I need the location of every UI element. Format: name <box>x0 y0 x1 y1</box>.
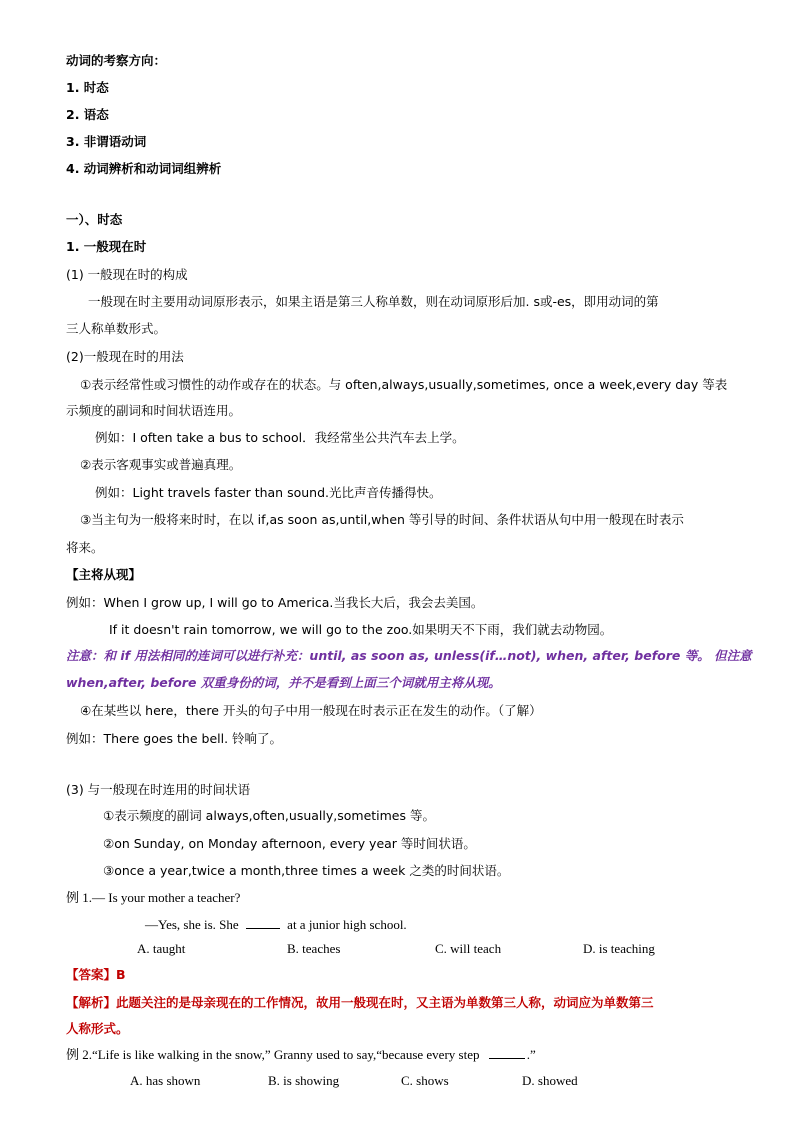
question-line: 例 1.— Is your mother a teacher? <box>66 890 241 905</box>
usage-item: 示频度的副词和时间状语连用。 <box>66 403 242 418</box>
option-a: A. taught <box>137 941 186 956</box>
outline-item: 2. 语态 <box>66 107 109 122</box>
question-text: .” <box>526 1047 536 1062</box>
option-a: A. has shown <box>130 1073 201 1088</box>
paragraph-line: 三人称单数形式。 <box>66 321 167 336</box>
usage-item: ④在某些以 here，there 开头的句子中用一般现在时表示正在发生的动作。（了解） <box>80 703 542 718</box>
time-adverbial-item: ②on Sunday, on Monday afternoon, every year 等时间状语。 <box>103 836 476 851</box>
example-sentence: 例如：There goes the bell. 铃响了。 <box>66 731 283 746</box>
question-text: at a junior high school. <box>287 917 407 932</box>
usage-item: ①表示经常性或习惯性的动作或存在的状态。与 often,always,usually,sometimes, once a week,every day 等表 <box>80 377 728 392</box>
example-sentence: 例如：When I grow up, I will go to America.当我长大后，我会去美国。 <box>66 595 484 610</box>
usage-item: ③当主句为一般将来时时，在以 if,as soon as,until,when 等引导的时间、条件状语从句中用一般现在时表示 <box>80 512 684 527</box>
note-line: when,after, before 双重身份的词，并不是看到上面三个词就用主将从现。 <box>66 675 501 690</box>
note-line: 注意：和 if 用法相同的连词可以进行补充：until, as soon as, unless(if…not), when, after, before 等。 但注意 <box>66 648 752 663</box>
option-c: C. will teach <box>435 941 502 956</box>
option-d: D. is teaching <box>583 941 655 956</box>
question-line <box>66 1046 536 1064</box>
example-sentence: 例如：Light travels faster than sound.光比声音传播得快。 <box>95 485 442 500</box>
point-heading: (2)一般现在时的用法 <box>66 349 184 364</box>
time-adverbial-item: ③once a year,twice a month,three times a week 之类的时间状语。 <box>103 863 510 878</box>
outline-item: 1. 时态 <box>66 80 109 95</box>
section-title: 一）、时态 <box>66 212 123 227</box>
answer-blank <box>489 1046 525 1059</box>
example-sentence: If it doesn't rain tomorrow, we will go to the zoo.如果明天不下雨，我们就去动物园。 <box>109 622 613 637</box>
option-c: C. shows <box>401 1073 449 1088</box>
question-text: 例 2.“Life is like walking in the snow,” Granny used to say,“because every step <box>66 1047 480 1062</box>
question-text: —Yes, she is. She <box>145 917 239 932</box>
analysis-line: 【解析】此题关注的是母亲现在的工作情况，故用一般现在时，又主语为单数第三人称，动词应为单数第三 <box>66 995 654 1010</box>
paragraph-line: 一般现在时主要用动词原形表示，如果主语是第三人称单数，则在动词原形后加. s或-es，即用动词的第 <box>88 294 659 309</box>
option-d: D. showed <box>522 1073 578 1088</box>
answer-blank <box>246 916 280 929</box>
outline-heading: 动词的考察方向： <box>66 53 167 68</box>
usage-item: ②表示客观事实或普遍真理。 <box>80 457 242 472</box>
example-sentence: 例如：I often take a bus to school．我经常坐公共汽车去上学。 <box>95 430 465 445</box>
answer-label: 【答案】B <box>66 967 126 982</box>
rule-tag: 【主将从现】 <box>66 567 142 582</box>
outline-item: 3. 非谓语动词 <box>66 134 147 149</box>
outline-item: 4. 动词辨析和动词词组辨析 <box>66 161 222 176</box>
question-line <box>145 916 407 934</box>
point-heading: (1) 一般现在时的构成 <box>66 267 188 282</box>
option-b: B. teaches <box>287 941 341 956</box>
point-heading: (3) 与一般现在时连用的时间状语 <box>66 782 251 797</box>
usage-item: 将来。 <box>66 540 104 555</box>
option-b: B. is showing <box>268 1073 340 1088</box>
time-adverbial-item: ①表示频度的副词 always,often,usually,sometimes 等。 <box>103 808 435 823</box>
analysis-line: 人称形式。 <box>66 1021 129 1036</box>
subsection-title: 1. 一般现在时 <box>66 239 147 254</box>
